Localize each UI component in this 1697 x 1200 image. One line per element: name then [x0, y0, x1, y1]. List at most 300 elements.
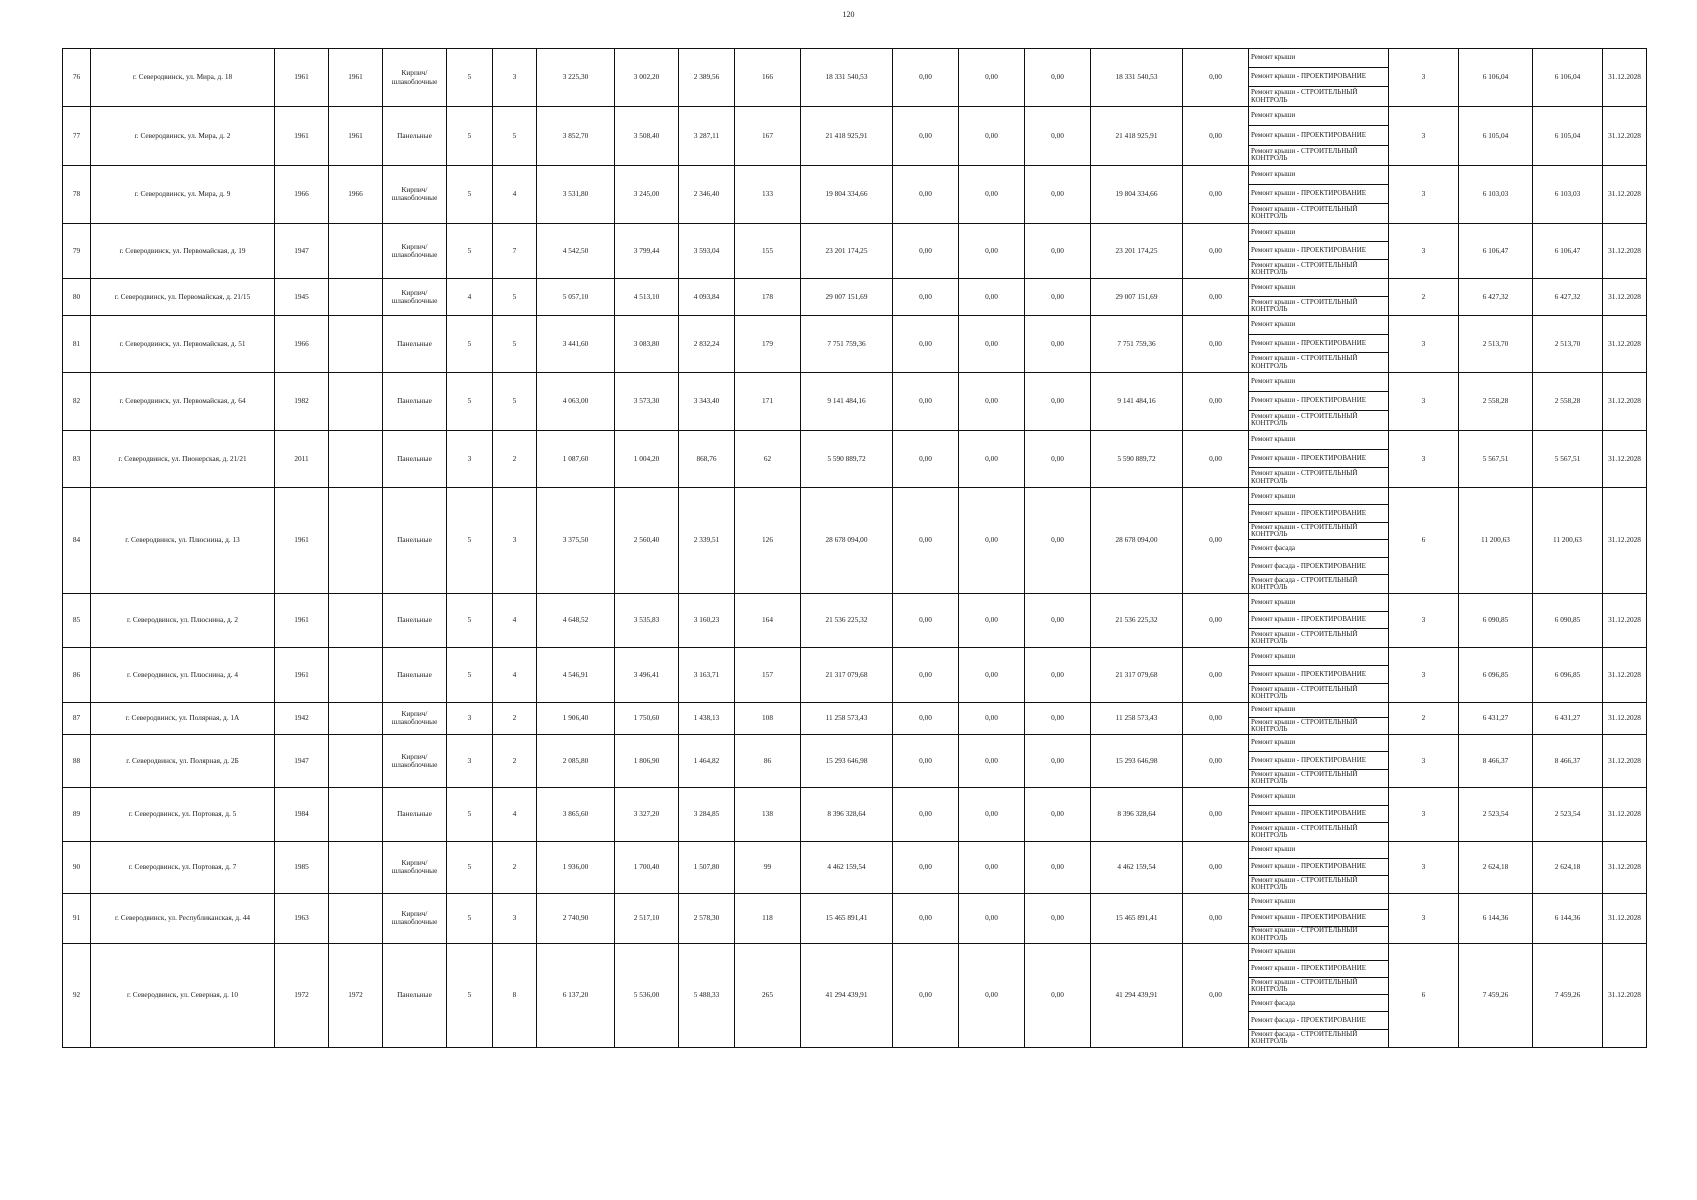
cell-total-area: 4 648,52	[537, 593, 615, 647]
cell-floors: 3	[447, 734, 493, 787]
table-row	[63, 943, 1647, 1047]
work-item: Ремонт крыши - ПРОЕКТИРОВАНИЕ	[1249, 126, 1388, 145]
cell-floors: 5	[447, 165, 493, 223]
cell-address: г. Северодвинск, ул. Мира, д. 18	[91, 49, 275, 107]
cell-address: г. Северодвинск, ул. Первомайская, д. 19	[91, 223, 275, 278]
cell-unit-cost: 7 459,26	[1459, 943, 1533, 1047]
cell-wall-material: Кирпич/ шлакоблочные	[383, 49, 447, 107]
cell-premises-area: 1 700,40	[615, 841, 679, 893]
cell-residents: 138	[735, 787, 801, 841]
cell-works-list	[1249, 107, 1389, 166]
cell-works-list	[1249, 893, 1389, 943]
work-item: Ремонт крыши	[1249, 224, 1388, 242]
cell-limit-cost: 7 459,26	[1533, 943, 1603, 1047]
cell-total-area: 5 057,10	[537, 278, 615, 315]
cell-residents: 86	[735, 734, 801, 787]
cell-total-area: 3 375,50	[537, 487, 615, 593]
cell-entrances: 3	[493, 49, 537, 107]
table-row	[63, 841, 1647, 893]
cell-limit-cost: 6 090,85	[1533, 593, 1603, 647]
cell-floors: 5	[447, 107, 493, 166]
cell-residential-area: 4 093,84	[679, 278, 735, 315]
cell-year-built: 1966	[275, 165, 329, 223]
cell-limit-cost: 6 096,85	[1533, 647, 1603, 702]
cell-year-commissioned: 1961	[329, 107, 383, 166]
work-item: Ремонт крыши - СТРОИТЕЛЬНЫЙ КОНТРОЛЬ	[1249, 978, 1388, 995]
work-item: Ремонт крыши - СТРОИТЕЛЬНЫЙ КОНТРОЛЬ	[1251, 205, 1358, 221]
cell-fund-1: 0,00	[893, 893, 959, 943]
cell-fund-4: 28 678 094,00	[1091, 487, 1183, 593]
cell-year-commissioned: 1972	[329, 943, 383, 1047]
cell-year-commissioned	[329, 372, 383, 430]
cell-address: г. Северодвинск, ул. Северная, д. 10	[91, 943, 275, 1047]
cell-total-area: 2 740,90	[537, 893, 615, 943]
cell-deadline: 31.12.2028	[1603, 49, 1647, 107]
cell-total-area: 3 865,60	[537, 787, 615, 841]
cell-limit-cost: 2 624,18	[1533, 841, 1603, 893]
work-item: Ремонт крыши - ПРОЕКТИРОВАНИЕ	[1249, 505, 1388, 523]
cell-total-cost: 18 331 540,53	[801, 49, 893, 107]
cell-address: г. Северодвинск, ул. Портовая, д. 7	[91, 841, 275, 893]
table-row	[63, 223, 1647, 278]
work-item: Ремонт фасада - СТРОИТЕЛЬНЫЙ КОНТРОЛЬ	[1251, 1029, 1358, 1046]
cell-total-area: 6 137,20	[537, 943, 615, 1047]
cell-unit-cost: 6 427,32	[1459, 278, 1533, 315]
cell-index: 87	[63, 702, 91, 734]
cell-fund-3: 0,00	[1025, 893, 1091, 943]
cell-index: 85	[63, 593, 91, 647]
cell-fund-4: 8 396 328,64	[1091, 787, 1183, 841]
cell-works-list	[1249, 647, 1389, 702]
cell-total-area: 4 542,50	[537, 223, 615, 278]
table-row	[63, 593, 1647, 647]
cell-entrances: 4	[493, 165, 537, 223]
cell-fund-3: 0,00	[1025, 841, 1091, 893]
cell-premises-area: 4 513,10	[615, 278, 679, 315]
cell-premises-area: 1 004,20	[615, 430, 679, 487]
cell-index: 89	[63, 787, 91, 841]
cell-unit-cost: 6 144,36	[1459, 893, 1533, 943]
cell-residents: 99	[735, 841, 801, 893]
cell-deadline: 31.12.2028	[1603, 647, 1647, 702]
cell-fund-4: 41 294 439,91	[1091, 943, 1183, 1047]
cell-floors: 5	[447, 593, 493, 647]
cell-residential-area: 2 389,56	[679, 49, 735, 107]
cell-entrances: 3	[493, 487, 537, 593]
cell-year-commissioned	[329, 787, 383, 841]
cell-fund-1: 0,00	[893, 372, 959, 430]
cell-address: г. Северодвинск, ул. Полярная, д. 1А	[91, 702, 275, 734]
cell-deadline: 31.12.2028	[1603, 943, 1647, 1047]
cell-fund-3: 0,00	[1025, 787, 1091, 841]
cell-works-list	[1249, 487, 1389, 593]
cell-works-list	[1249, 430, 1389, 487]
cell-residents: 171	[735, 372, 801, 430]
cell-floors: 3	[447, 702, 493, 734]
cell-residents: 155	[735, 223, 801, 278]
work-item: Ремонт крыши - ПРОЕКТИРОВАНИЕ	[1249, 185, 1388, 204]
cell-total-area: 4 063,00	[537, 372, 615, 430]
cell-works-count: 6	[1389, 943, 1459, 1047]
cell-works-count: 2	[1389, 702, 1459, 734]
cell-wall-material: Панельные	[383, 487, 447, 593]
cell-unit-cost: 2 558,28	[1459, 372, 1533, 430]
cell-wall-material: Кирпич/ шлакоблочные	[383, 893, 447, 943]
cell-floors: 5	[447, 223, 493, 278]
work-item: Ремонт крыши - ПРОЕКТИРОВАНИЕ	[1249, 666, 1388, 684]
cell-fund-4: 15 293 646,98	[1091, 734, 1183, 787]
work-item: Ремонт крыши - СТРОИТЕЛЬНЫЙ КОНТРОЛЬ	[1251, 684, 1358, 700]
cell-fund-5: 0,00	[1183, 223, 1249, 278]
cell-premises-area: 1 750,60	[615, 702, 679, 734]
cell-entrances: 4	[493, 647, 537, 702]
cell-works-count: 3	[1389, 593, 1459, 647]
work-item: Ремонт крыши - СТРОИТЕЛЬНЫЙ КОНТРОЛЬ	[1251, 88, 1358, 104]
cell-address: г. Северодвинск, ул. Плюснина, д. 4	[91, 647, 275, 702]
cell-deadline: 31.12.2028	[1603, 430, 1647, 487]
cell-address: г. Северодвинск, ул. Республиканская, д. 44	[91, 893, 275, 943]
cell-fund-3: 0,00	[1025, 430, 1091, 487]
cell-fund-5: 0,00	[1183, 702, 1249, 734]
work-item: Ремонт крыши - СТРОИТЕЛЬНЫЙ КОНТРОЛЬ	[1249, 523, 1388, 541]
work-item: Ремонт крыши	[1249, 703, 1388, 719]
cell-year-commissioned	[329, 893, 383, 943]
cell-deadline: 31.12.2028	[1603, 787, 1647, 841]
work-item: Ремонт крыши	[1249, 842, 1388, 859]
cell-entrances: 2	[493, 734, 537, 787]
table-row	[63, 787, 1647, 841]
cell-premises-area: 3 799,44	[615, 223, 679, 278]
cell-address: г. Северодвинск, ул. Портовая, д. 5	[91, 787, 275, 841]
cell-premises-area: 3 245,00	[615, 165, 679, 223]
cell-wall-material: Кирпич/ шлакоблочные	[383, 223, 447, 278]
cell-deadline: 31.12.2028	[1603, 893, 1647, 943]
cell-entrances: 2	[493, 702, 537, 734]
cell-works-count: 3	[1389, 647, 1459, 702]
cell-unit-cost: 6 103,03	[1459, 165, 1533, 223]
cell-deadline: 31.12.2028	[1603, 702, 1647, 734]
cell-fund-3: 0,00	[1025, 734, 1091, 787]
cell-year-commissioned	[329, 315, 383, 372]
cell-year-built: 1963	[275, 893, 329, 943]
cell-entrances: 3	[493, 893, 537, 943]
table-row	[63, 372, 1647, 430]
cell-fund-5: 0,00	[1183, 893, 1249, 943]
cell-total-cost: 23 201 174,25	[801, 223, 893, 278]
cell-limit-cost: 6 106,47	[1533, 223, 1603, 278]
cell-fund-4: 4 462 159,54	[1091, 841, 1183, 893]
cell-fund-2: 0,00	[959, 943, 1025, 1047]
page-number: 120	[842, 10, 855, 19]
cell-works-count: 6	[1389, 487, 1459, 593]
cell-wall-material: Панельные	[383, 372, 447, 430]
work-item: Ремонт фасада - ПРОЕКТИРОВАНИЕ	[1249, 1012, 1388, 1029]
cell-year-built: 1966	[275, 315, 329, 372]
cell-residential-area: 2 832,24	[679, 315, 735, 372]
work-item: Ремонт крыши - ПРОЕКТИРОВАНИЕ	[1249, 612, 1388, 630]
cell-unit-cost: 2 513,70	[1459, 315, 1533, 372]
work-item: Ремонт крыши - ПРОЕКТИРОВАНИЕ	[1249, 961, 1388, 978]
cell-limit-cost: 6 106,04	[1533, 49, 1603, 107]
cell-year-commissioned	[329, 841, 383, 893]
cell-year-commissioned	[329, 647, 383, 702]
cell-total-cost: 29 007 151,69	[801, 278, 893, 315]
cell-wall-material: Кирпич/ шлакоблочные	[383, 734, 447, 787]
cell-residents: 166	[735, 49, 801, 107]
work-item: Ремонт крыши - ПРОЕКТИРОВАНИЕ	[1249, 392, 1388, 411]
cell-fund-3: 0,00	[1025, 372, 1091, 430]
cell-works-count: 3	[1389, 787, 1459, 841]
cell-index: 91	[63, 893, 91, 943]
work-item: Ремонт крыши	[1249, 735, 1388, 752]
cell-fund-4: 21 317 079,68	[1091, 647, 1183, 702]
cell-fund-3: 0,00	[1025, 593, 1091, 647]
cell-residents: 265	[735, 943, 801, 1047]
cell-residential-area: 868,76	[679, 430, 735, 487]
cell-year-built: 1942	[275, 702, 329, 734]
cell-address: г. Северодвинск, ул. Плюснина, д. 2	[91, 593, 275, 647]
work-item: Ремонт крыши - СТРОИТЕЛЬНЫЙ КОНТРОЛЬ	[1251, 297, 1358, 313]
work-item: Ремонт крыши - ПРОЕКТИРОВАНИЕ	[1249, 68, 1388, 87]
work-item: Ремонт крыши	[1249, 431, 1388, 450]
cell-works-count: 3	[1389, 107, 1459, 166]
cell-year-built: 1945	[275, 278, 329, 315]
work-item: Ремонт фасада	[1249, 540, 1388, 558]
work-item: Ремонт крыши	[1249, 166, 1388, 185]
work-item: Ремонт крыши	[1249, 279, 1388, 297]
cell-year-built: 1961	[275, 593, 329, 647]
cell-works-list	[1249, 372, 1389, 430]
cell-unit-cost: 6 090,85	[1459, 593, 1533, 647]
cell-year-commissioned	[329, 223, 383, 278]
cell-works-list	[1249, 593, 1389, 647]
cell-wall-material: Панельные	[383, 107, 447, 166]
cell-fund-2: 0,00	[959, 734, 1025, 787]
cell-residential-area: 3 343,40	[679, 372, 735, 430]
cell-residential-area: 3 284,85	[679, 787, 735, 841]
cell-floors: 5	[447, 841, 493, 893]
cell-deadline: 31.12.2028	[1603, 315, 1647, 372]
cell-fund-3: 0,00	[1025, 49, 1091, 107]
cell-year-built: 1972	[275, 943, 329, 1047]
cell-works-list	[1249, 165, 1389, 223]
cell-total-area: 1 936,00	[537, 841, 615, 893]
cell-fund-1: 0,00	[893, 593, 959, 647]
cell-total-area: 3 225,30	[537, 49, 615, 107]
cell-total-cost: 41 294 439,91	[801, 943, 893, 1047]
cell-entrances: 5	[493, 107, 537, 166]
cell-residential-area: 2 346,40	[679, 165, 735, 223]
cell-year-commissioned	[329, 593, 383, 647]
cell-unit-cost: 2 523,54	[1459, 787, 1533, 841]
cell-limit-cost: 2 513,70	[1533, 315, 1603, 372]
work-item: Ремонт крыши - СТРОИТЕЛЬНЫЙ КОНТРОЛЬ	[1251, 823, 1358, 840]
cell-fund-5: 0,00	[1183, 787, 1249, 841]
cell-fund-4: 23 201 174,25	[1091, 223, 1183, 278]
cell-address: г. Северодвинск, ул. Первомайская, д. 64	[91, 372, 275, 430]
cell-year-built: 1947	[275, 223, 329, 278]
cell-limit-cost: 6 427,32	[1533, 278, 1603, 315]
cell-wall-material: Панельные	[383, 430, 447, 487]
cell-works-count: 3	[1389, 734, 1459, 787]
work-item: Ремонт крыши - СТРОИТЕЛЬНЫЙ КОНТРОЛЬ	[1251, 260, 1358, 276]
cell-fund-1: 0,00	[893, 787, 959, 841]
table-row	[63, 647, 1647, 702]
cell-fund-5: 0,00	[1183, 49, 1249, 107]
cell-floors: 5	[447, 49, 493, 107]
cell-fund-5: 0,00	[1183, 278, 1249, 315]
cell-fund-2: 0,00	[959, 787, 1025, 841]
cell-address: г. Северодвинск, ул. Плюснина, д. 13	[91, 487, 275, 593]
cell-works-count: 3	[1389, 315, 1459, 372]
cell-fund-2: 0,00	[959, 893, 1025, 943]
cell-works-list	[1249, 49, 1389, 107]
cell-fund-1: 0,00	[893, 165, 959, 223]
cell-fund-1: 0,00	[893, 278, 959, 315]
cell-index: 88	[63, 734, 91, 787]
table-body	[63, 49, 1647, 1048]
cell-residential-area: 2 578,30	[679, 893, 735, 943]
work-item: Ремонт крыши - ПРОЕКТИРОВАНИЕ	[1249, 450, 1388, 469]
cell-residents: 164	[735, 593, 801, 647]
work-item: Ремонт крыши - ПРОЕКТИРОВАНИЕ	[1249, 806, 1388, 824]
cell-unit-cost: 6 096,85	[1459, 647, 1533, 702]
cell-deadline: 31.12.2028	[1603, 165, 1647, 223]
cell-works-count: 3	[1389, 49, 1459, 107]
work-item: Ремонт крыши	[1249, 788, 1388, 806]
cell-index: 92	[63, 943, 91, 1047]
cell-fund-2: 0,00	[959, 49, 1025, 107]
cell-floors: 4	[447, 278, 493, 315]
work-item: Ремонт крыши	[1249, 594, 1388, 612]
cell-fund-4: 29 007 151,69	[1091, 278, 1183, 315]
cell-fund-3: 0,00	[1025, 702, 1091, 734]
cell-works-list	[1249, 787, 1389, 841]
table-row	[63, 734, 1647, 787]
table-row	[63, 430, 1647, 487]
cell-deadline: 31.12.2028	[1603, 487, 1647, 593]
cell-limit-cost: 2 523,54	[1533, 787, 1603, 841]
cell-address: г. Северодвинск, ул. Первомайская, д. 21/15	[91, 278, 275, 315]
cell-floors: 5	[447, 372, 493, 430]
cell-entrances: 7	[493, 223, 537, 278]
cell-fund-2: 0,00	[959, 487, 1025, 593]
cell-residential-area: 1 438,13	[679, 702, 735, 734]
cell-residents: 108	[735, 702, 801, 734]
cell-works-count: 3	[1389, 223, 1459, 278]
cell-fund-2: 0,00	[959, 278, 1025, 315]
cell-floors: 5	[447, 315, 493, 372]
cell-year-commissioned	[329, 430, 383, 487]
table-row	[63, 893, 1647, 943]
cell-index: 78	[63, 165, 91, 223]
cell-index: 86	[63, 647, 91, 702]
cell-year-commissioned: 1961	[329, 49, 383, 107]
cell-fund-5: 0,00	[1183, 593, 1249, 647]
cell-works-list	[1249, 702, 1389, 734]
cell-premises-area: 2 517,10	[615, 893, 679, 943]
cell-year-built: 1961	[275, 647, 329, 702]
work-item: Ремонт крыши - СТРОИТЕЛЬНЫЙ КОНТРОЛЬ	[1251, 629, 1358, 646]
cell-fund-5: 0,00	[1183, 841, 1249, 893]
work-item: Ремонт крыши	[1249, 316, 1388, 335]
work-item: Ремонт крыши - СТРОИТЕЛЬНЫЙ КОНТРОЛЬ	[1251, 412, 1358, 428]
cell-premises-area: 5 536,00	[615, 943, 679, 1047]
cell-entrances: 5	[493, 315, 537, 372]
cell-fund-4: 21 418 925,91	[1091, 107, 1183, 166]
cell-premises-area: 3 327,20	[615, 787, 679, 841]
cell-works-count: 3	[1389, 430, 1459, 487]
cell-premises-area: 3 573,30	[615, 372, 679, 430]
cell-year-built: 1985	[275, 841, 329, 893]
cell-fund-2: 0,00	[959, 165, 1025, 223]
cell-floors: 5	[447, 893, 493, 943]
cell-fund-2: 0,00	[959, 223, 1025, 278]
cell-year-commissioned	[329, 702, 383, 734]
cell-entrances: 8	[493, 943, 537, 1047]
cell-fund-3: 0,00	[1025, 647, 1091, 702]
cell-limit-cost: 11 200,63	[1533, 487, 1603, 593]
cell-fund-2: 0,00	[959, 702, 1025, 734]
cell-fund-4: 9 141 484,16	[1091, 372, 1183, 430]
work-item: Ремонт крыши - СТРОИТЕЛЬНЫЙ КОНТРОЛЬ	[1251, 469, 1358, 485]
cell-address: г. Северодвинск, ул. Полярная, д. 2Б	[91, 734, 275, 787]
cell-fund-2: 0,00	[959, 315, 1025, 372]
cell-residents: 178	[735, 278, 801, 315]
cell-fund-2: 0,00	[959, 107, 1025, 166]
cell-fund-3: 0,00	[1025, 487, 1091, 593]
cell-fund-3: 0,00	[1025, 165, 1091, 223]
cell-index: 79	[63, 223, 91, 278]
cell-total-cost: 5 590 889,72	[801, 430, 893, 487]
cell-total-area: 2 085,80	[537, 734, 615, 787]
cell-residents: 133	[735, 165, 801, 223]
cell-works-count: 3	[1389, 372, 1459, 430]
cell-premises-area: 3 083,80	[615, 315, 679, 372]
cell-year-commissioned	[329, 487, 383, 593]
cell-unit-cost: 6 431,27	[1459, 702, 1533, 734]
cell-fund-4: 19 804 334,66	[1091, 165, 1183, 223]
cell-fund-1: 0,00	[893, 315, 959, 372]
cell-works-count: 3	[1389, 165, 1459, 223]
work-item: Ремонт крыши	[1249, 107, 1388, 126]
cell-residential-area: 3 593,04	[679, 223, 735, 278]
cell-fund-1: 0,00	[893, 943, 959, 1047]
cell-residents: 167	[735, 107, 801, 166]
cell-total-area: 3 441,60	[537, 315, 615, 372]
work-item: Ремонт крыши	[1249, 373, 1388, 392]
table-row	[63, 315, 1647, 372]
cell-residential-area: 1 464,82	[679, 734, 735, 787]
cell-index: 83	[63, 430, 91, 487]
cell-wall-material: Панельные	[383, 315, 447, 372]
cell-works-count: 3	[1389, 893, 1459, 943]
cell-residential-area: 3 160,23	[679, 593, 735, 647]
work-item: Ремонт фасада	[1249, 995, 1388, 1012]
cell-fund-5: 0,00	[1183, 734, 1249, 787]
cell-limit-cost: 2 558,28	[1533, 372, 1603, 430]
cell-residents: 126	[735, 487, 801, 593]
cell-total-cost: 15 465 891,41	[801, 893, 893, 943]
work-item: Ремонт крыши - ПРОЕКТИРОВАНИЕ	[1249, 335, 1388, 354]
cell-total-cost: 9 141 484,16	[801, 372, 893, 430]
cell-residential-area: 3 287,11	[679, 107, 735, 166]
cell-fund-5: 0,00	[1183, 107, 1249, 166]
cell-fund-1: 0,00	[893, 107, 959, 166]
cell-fund-3: 0,00	[1025, 223, 1091, 278]
work-item: Ремонт крыши - СТРОИТЕЛЬНЫЙ КОНТРОЛЬ	[1251, 718, 1358, 734]
cell-index: 90	[63, 841, 91, 893]
